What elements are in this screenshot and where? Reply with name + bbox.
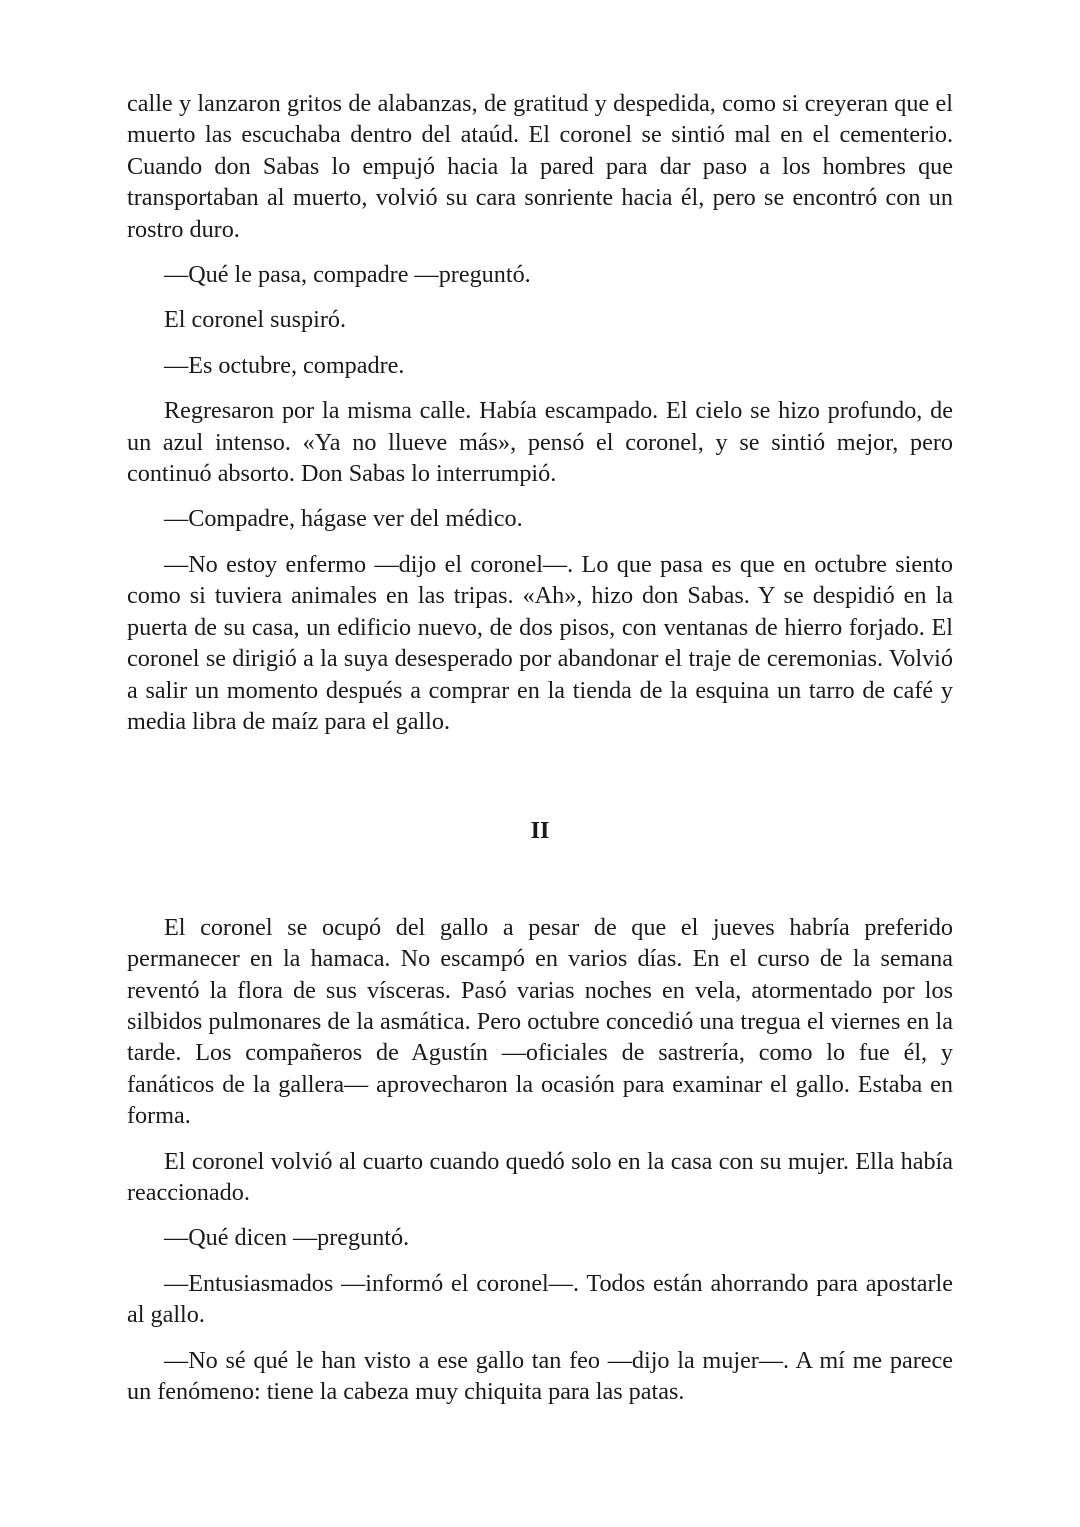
- paragraph: El coronel volvió al cuarto cuando quedó solo en la casa con su mujer. Ella había reaccionado.: [127, 1147, 953, 1206]
- book-page: [127, 88, 953, 1421]
- paragraph: Regresaron por la misma calle. Había escampado. El cielo se hizo profundo, de un azul intenso. «Ya no llueve más», pensó el coronel, y se sintió mejor, pero continuó absorto. Don Sabas lo interrumpió.: [127, 397, 953, 488]
- paragraph: calle y lanzaron gritos de alabanzas, de gratitud y despedida, como si creyeran que el muerto las escuchaba dentro del ataúd. El coronel se sintió mal en el cementerio. Cuando don Sabas lo empujó hacia la pared para dar paso a los hombres que transportaban al muerto, volvió su cara sonriente hacia él, pero se encontró con un rostro duro.: [127, 90, 953, 243]
- dialogue-line: —Es octubre, compadre.: [164, 351, 405, 379]
- paragraph: El coronel se ocupó del gallo a pesar de que el jueves habría preferido permanecer en la hamaca. No escampó en varios días. En el curso de la semana reventó la flora de sus vísceras. Pasó varias noches en vela, atormentado por los silbidos pulmonares de la asmática. Pero octubre concedió una tregua el viernes en la tarde. Los compañeros de Agustín —oficiales de sastrería, como lo fue él, y fanáticos de la gallera— aprovecharon la ocasión para examinar el gallo. Estaba en forma.: [127, 913, 953, 1130]
- dialogue-line: —Qué le pasa, compadre —preguntó.: [164, 261, 531, 289]
- dialogue-line: —Entusiasmados —informó el coronel—. Todos están ahorrando para apostarle al gallo.: [127, 1269, 953, 1329]
- dialogue-line: —Compadre, hágase ver del médico.: [164, 505, 523, 533]
- dialogue-line: —No sé qué le han visto a ese gallo tan feo —dijo la mujer—. A mí me parece un fenómeno: tiene la cabeza muy chiquita para las patas.: [127, 1346, 953, 1405]
- chapter-heading: II: [530, 817, 550, 845]
- paragraph: El coronel suspiró.: [164, 306, 347, 334]
- dialogue-line: —No estoy enfermo —dijo el coronel—. Lo que pasa es que en octubre siento como si tuviera animales en las tripas. «Ah», hizo don Sabas. Y se despidió en la puerta de su casa, un edificio nuevo, de dos pisos, con ventanas de hierro forjado. El coronel se dirigió a la suya desesperado por abandonar el traje de ceremonias. Volvió a salir un momento después a comprar en la tienda de la esquina un tarro de café y media libra de maíz para el gallo.: [127, 550, 953, 735]
- dialogue-line: —Qué dicen —preguntó.: [164, 1224, 410, 1252]
